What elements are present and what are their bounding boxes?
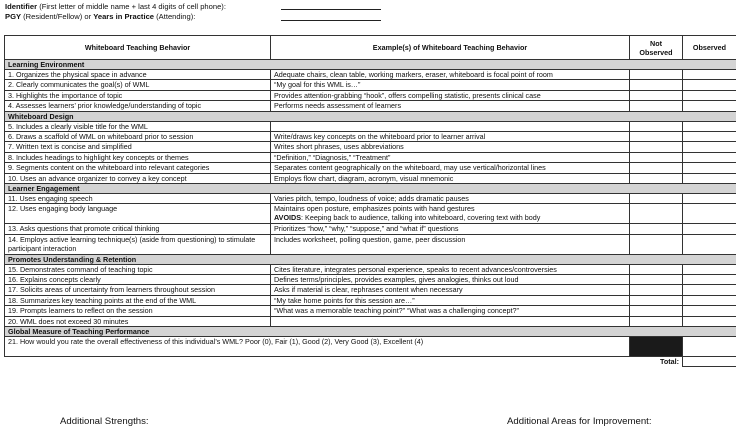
behavior-cell: 15. Demonstrates command of teaching topic [5, 264, 271, 274]
behavior-cell: 16. Explains concepts clearly [5, 275, 271, 285]
observed-checkbox-cell[interactable] [683, 80, 736, 90]
table-row [5, 163, 736, 173]
not-observed-checkbox-cell[interactable] [630, 173, 683, 183]
example-text: Writes short phrases, uses abbreviations [274, 142, 404, 152]
example-cell [271, 295, 630, 305]
behavior-cell: 4. Assesses learners’ prior knowledge/understanding of topic [5, 101, 271, 111]
identifier-instructions: (First letter of middle name + last 4 digits of cell phone): [37, 2, 226, 11]
example-text: Write/draws key concepts on the whiteboard prior to learner arrival [274, 131, 486, 141]
additional-strengths-label: Additional Strengths: [60, 416, 149, 427]
example-text: Prioritizes “how,” “why,” “suppose,” and “what if” questions [274, 224, 459, 234]
total-label: Total: [630, 357, 683, 367]
table-row [5, 142, 736, 152]
observed-checkbox-cell[interactable] [683, 264, 736, 274]
observed-checkbox-cell[interactable] [683, 204, 736, 224]
not-observed-checkbox-cell[interactable] [630, 90, 683, 100]
example-cell [271, 264, 630, 274]
example-text: “My goal for this WML is…” [274, 80, 361, 90]
not-observed-checkbox-cell[interactable] [630, 295, 683, 305]
not-observed-checkbox-cell[interactable] [630, 224, 683, 234]
example-text: “What was a memorable teaching point?” “What was a challenging concept?” [274, 306, 519, 316]
table-row [5, 80, 736, 90]
pgy-blank[interactable] [281, 20, 381, 21]
behavior-cell: 5. Includes a clearly visible title for the WML [5, 121, 271, 131]
behavior-cell: 10. Uses an advance organizer to convey a key concept [5, 173, 271, 183]
example-cell [271, 163, 630, 173]
not-observed-checkbox-cell[interactable] [630, 264, 683, 274]
table-row [5, 152, 736, 162]
behavior-cell: 11. Uses engaging speech [5, 193, 271, 203]
table-row [5, 295, 736, 305]
identifier-line [5, 2, 226, 11]
example-cell [271, 306, 630, 316]
example-text: Asks if material is clear, rephrases content when necessary [274, 285, 463, 295]
total-row [5, 357, 736, 367]
not-observed-checkbox-cell[interactable] [630, 70, 683, 80]
section-header-row [5, 183, 736, 193]
example-cell [271, 152, 630, 162]
avoids-label: AVOIDS [274, 213, 302, 223]
example-avoid-line [274, 213, 626, 222]
example-cell [271, 224, 630, 234]
example-cell [271, 80, 630, 90]
observed-checkbox-cell[interactable] [683, 193, 736, 203]
table-row [5, 285, 736, 295]
example-text: Maintains open posture, emphasizes points with hand gestures [274, 204, 475, 214]
not-observed-checkbox-cell[interactable] [630, 152, 683, 162]
not-observed-checkbox-cell[interactable] [630, 80, 683, 90]
example-text: Defines terms/principles, provides examples, gives analogies, thinks out loud [274, 275, 519, 285]
identifier-label: Identifier [5, 2, 38, 11]
table-row [5, 131, 736, 141]
not-observed-checkbox-cell[interactable] [630, 316, 683, 326]
table-row [5, 275, 736, 285]
total-score-cell[interactable] [683, 357, 736, 367]
example-text: Provides attention-grabbing “hook”, offers compelling statistic, presents clinical case [274, 90, 541, 100]
example-text: “Definition,” “Diagnosis,” “Treatment” [274, 152, 391, 162]
section-header-row [5, 327, 736, 337]
behavior-cell: 2. Clearly communicates the goal(s) of WML [5, 80, 271, 90]
example-text: Adequate chairs, clean table, working markers, eraser, whiteboard is focal point of room [274, 70, 553, 79]
example-cell [271, 275, 630, 285]
observed-checkbox-cell[interactable] [683, 316, 736, 326]
table-row [5, 224, 736, 234]
section-title: Learner Engagement [5, 183, 736, 193]
behavior-cell: 6. Draws a scaffold of WML on whiteboard prior to session [5, 131, 271, 141]
table-row [5, 316, 736, 326]
section-header-row [5, 254, 736, 264]
header-observed: Observed [683, 36, 736, 60]
example-cell [271, 173, 630, 183]
table-row [5, 337, 736, 357]
pgy-label: PGY [5, 12, 22, 21]
table-row [5, 264, 736, 274]
not-observed-checkbox-cell[interactable] [630, 204, 683, 224]
observed-checkbox-cell[interactable] [683, 90, 736, 100]
avoids-text: : Keeping back to audience, talking into whiteboard, covering text with body [301, 213, 541, 223]
not-observed-checkbox-cell[interactable] [630, 142, 683, 152]
example-text: Employs flow chart, diagram, acronym, visual mnemonic [274, 173, 454, 183]
observed-checkbox-cell[interactable] [683, 234, 736, 254]
example-cell [271, 204, 630, 224]
table-row [5, 121, 736, 131]
header-not-observed: Not Observed [630, 36, 683, 60]
observed-checkbox-cell[interactable] [683, 70, 736, 80]
observed-checkbox-cell[interactable] [683, 142, 736, 152]
not-observed-checkbox-cell[interactable] [630, 121, 683, 131]
additional-improvement-label: Additional Areas for Improvement: [507, 416, 652, 427]
not-observed-checkbox-cell[interactable] [630, 101, 683, 111]
observed-checkbox-cell[interactable] [683, 121, 736, 131]
observed-checkbox-cell[interactable] [683, 152, 736, 162]
behavior-cell: 1. Organizes the physical space in advance [5, 70, 271, 80]
observed-checkbox-cell[interactable] [683, 101, 736, 111]
teaching-behavior-table [4, 35, 736, 367]
behavior-cell: 21. How would you rate the overall effectiveness of this individual’s WML? Poor (0), Fair (1), Good (2), Very Good (3), Excellent (4) [5, 337, 630, 357]
years-instructions: (Attending): [154, 12, 196, 21]
example-text: Includes worksheet, polling question, game, peer discussion [274, 234, 466, 244]
observed-checkbox-cell[interactable] [683, 285, 736, 295]
rating-score-cell[interactable] [683, 337, 736, 357]
table-row [5, 70, 736, 80]
example-cell [271, 70, 630, 80]
section-title: Promotes Understanding & Retention [5, 254, 736, 264]
pgy-instructions: (Resident/Fellow) or [21, 12, 94, 21]
behavior-cell: 12. Uses engaging body language [5, 204, 271, 224]
behavior-cell: 7. Written text is concise and simplified [5, 142, 271, 152]
table-row [5, 234, 736, 254]
example-text: Varies pitch, tempo, loudness of voice; adds dramatic pauses [274, 193, 469, 203]
section-title: Global Measure of Teaching Performance [5, 327, 736, 337]
behavior-cell: 17. Solicits areas of uncertainty from learners throughout session [5, 285, 271, 295]
table-row [5, 90, 736, 100]
table-row [5, 173, 736, 183]
not-observed-checkbox-cell[interactable] [630, 285, 683, 295]
not-observed-checkbox-cell[interactable] [630, 163, 683, 173]
example-text: Separates content geographically on the whiteboard, may use vertical/horizontal lines [274, 163, 546, 173]
observed-checkbox-cell[interactable] [683, 275, 736, 285]
section-header-row [5, 111, 736, 121]
not-observed-checkbox-cell[interactable] [630, 234, 683, 254]
example-cell [271, 101, 630, 111]
example-cell [271, 285, 630, 295]
section-header-row [5, 60, 736, 70]
example-cell [271, 131, 630, 141]
not-observed-checkbox-cell[interactable] [630, 131, 683, 141]
observed-checkbox-cell[interactable] [683, 131, 736, 141]
example-cell [271, 90, 630, 100]
example-cell [271, 193, 630, 203]
section-title: Whiteboard Design [5, 111, 736, 121]
years-label: Years in Practice [93, 12, 155, 21]
behavior-cell: 20. WML does not exceed 30 minutes [5, 316, 271, 326]
table-row [5, 306, 736, 316]
example-text: Performs needs assessment of learners [274, 101, 402, 111]
observed-checkbox-cell[interactable] [683, 224, 736, 234]
observed-checkbox-cell[interactable] [683, 306, 736, 316]
behavior-cell: 18. Summarizes key teaching points at the end of the WML [5, 295, 271, 305]
section-title: Learning Environment [5, 60, 736, 70]
not-observed-checkbox-cell[interactable] [630, 193, 683, 203]
header-behavior: Whiteboard Teaching Behavior [5, 36, 271, 60]
example-cell [271, 234, 630, 254]
observed-checkbox-cell[interactable] [683, 163, 736, 173]
table-row [5, 101, 736, 111]
observed-checkbox-cell[interactable] [683, 173, 736, 183]
table-header-row [5, 36, 736, 60]
header-examples: Example(s) of Whiteboard Teaching Behavior [271, 36, 630, 60]
example-cell [271, 121, 630, 131]
behavior-cell: 19. Prompts learners to reflect on the session [5, 306, 271, 316]
example-cell [271, 316, 630, 326]
example-cell [271, 142, 630, 152]
not-observed-checkbox-cell[interactable] [630, 306, 683, 316]
table-row [5, 193, 736, 203]
behavior-cell: 14. Employs active learning technique(s) (aside from questioning) to stimulate participant interaction [5, 234, 271, 254]
behavior-cell: 3. Highlights the importance of topic [5, 90, 271, 100]
pgy-line [5, 12, 195, 21]
behavior-cell: 13. Asks questions that promote critical thinking [5, 224, 271, 234]
table-row [5, 204, 736, 224]
behavior-cell: 9. Segments content on the whiteboard into relevant categories [5, 163, 271, 173]
not-observed-checkbox-cell[interactable] [630, 275, 683, 285]
example-text: “My take home points for this session are…” [274, 295, 415, 305]
behavior-cell: 8. Includes headings to highlight key concepts or themes [5, 152, 271, 162]
total-spacer [5, 357, 630, 367]
identifier-blank[interactable] [281, 9, 381, 10]
observed-checkbox-cell[interactable] [683, 295, 736, 305]
example-text: Cites literature, integrates personal experience, speaks to recent advances/controversies [274, 264, 557, 274]
not-observed-cell-disabled [630, 337, 683, 357]
